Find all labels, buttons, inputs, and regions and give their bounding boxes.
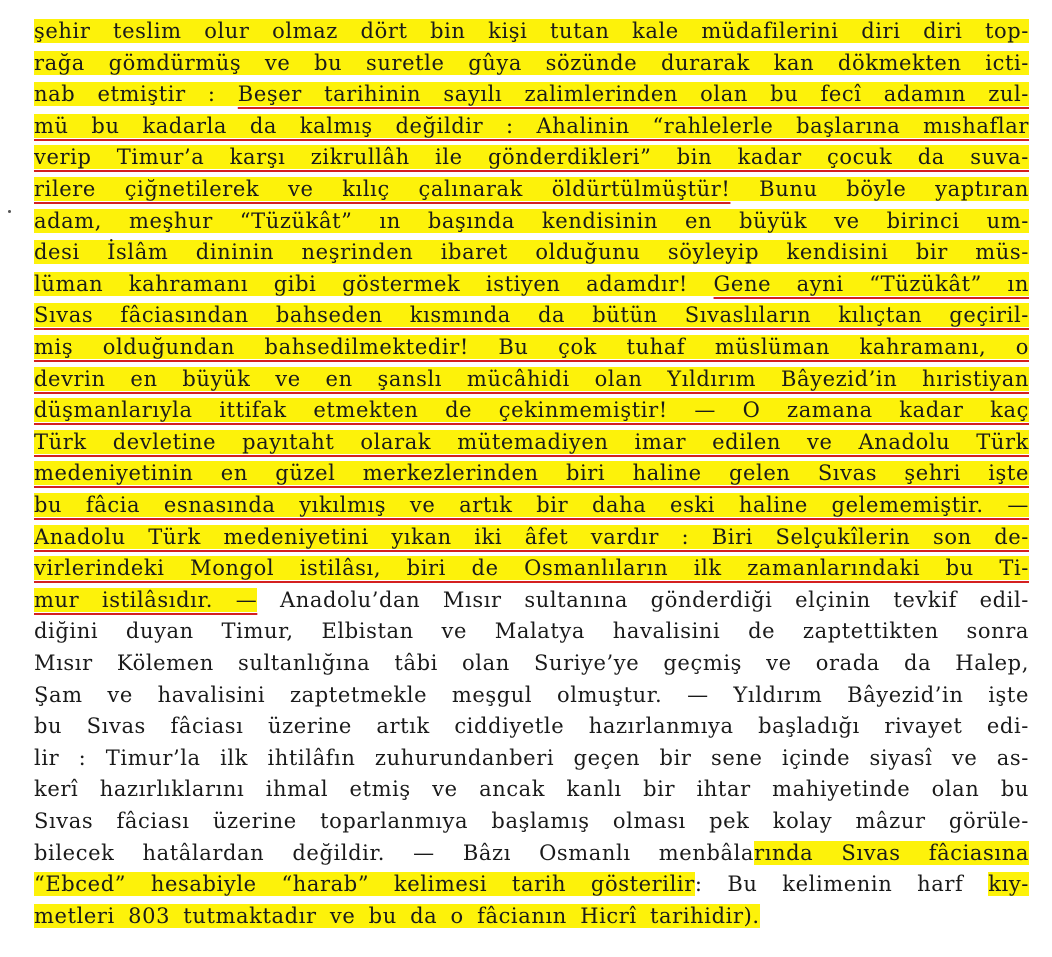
text-segment: bu Sıvas fâciası üzerine artık ciddiyetle hazırlanmıya başladığı rivayet edi- <box>34 714 1029 739</box>
highlighted-text: adam, meşhur “Tüzükât” ın başında kendisinin en büyük ve birinci um- <box>34 208 1029 233</box>
text-segment: lir : Timur’la ilk ihtilâfın zuhurundanberi geçen bir sene içinde siyasî ve as- <box>34 745 1029 770</box>
highlighted-text: Anadolu Türk medeniyetini yıkan iki âfet vardır : Biri Selçukîlerin son de- <box>34 524 1029 549</box>
text-segment: Anadolu’dan Mısır sultanına gönderdiği elçinin tevkif edil- <box>257 587 1029 612</box>
text-line <box>34 585 1029 616</box>
text-line <box>34 79 1029 110</box>
text-line <box>34 743 1029 774</box>
highlighted-text: metleri 803 tutmaktadır ve bu da o fâcianın Hicrî tarihidir). <box>34 903 760 928</box>
text-line <box>34 680 1029 711</box>
highlighted-text: nab etmiştir : <box>34 82 238 107</box>
text-line <box>34 395 1029 426</box>
highlighted-text: lüman kahramanı gibi göstermek istiyen adamdır! <box>34 271 714 296</box>
highlighted-text: kıy- <box>988 872 1029 897</box>
highlighted-text: bu fâcia esnasında yıkılmış ve artık bir daha eski haline gelememiştir. — <box>34 493 1029 517</box>
text-segment: Mısır Kölemen sultanlığına tâbi olan Suriye’ye geçmiş ve orada da Halep, <box>34 651 1029 675</box>
highlighted-text: rilere çiğnetilerek ve kılıç çalınarak öldürtülmüştür! <box>34 177 731 201</box>
highlighted-text: şehir teslim olur olmaz dört bin kişi tutan kale müdafilerini diri diri top- <box>34 19 1029 43</box>
highlighted-text: düşmanlarıyla ittifak etmekten de çekinmemiştir! — O zamana kadar kaç <box>34 398 1029 423</box>
highlighted-text: desi İslâm dininin neşrinden ibaret olduğunu söyleyip kendisini bir müs- <box>34 240 1029 265</box>
text-segment: bilecek hatâlardan değildir. — Bâzı Osmanlı menbâla <box>34 840 755 865</box>
text-line <box>34 48 1029 79</box>
text-line <box>34 206 1029 237</box>
text-line <box>34 901 1029 932</box>
highlighted-text: devrin en büyük ve en şanslı mücâhidi olan Yıldırım Bâyezid’in hıristiyan <box>34 366 1029 391</box>
highlighted-text: mü bu kadarla da kalmış değildir : Ahalinin “rahlelerle başlarına mıshaflar <box>34 113 1029 138</box>
highlighted-text: Sıvas fâciasından bahseden kısmında da bütün Sıvaslıların kılıçtan geçiril- <box>34 303 1029 328</box>
text-line <box>34 774 1029 805</box>
text-segment: Şam ve havalisini zaptetmekle meşgul olmuştur. — Yıldırım Bâyezid’in işte <box>34 682 1029 707</box>
text-line <box>34 174 1029 205</box>
highlighted-text: mur istilâsıdır. — <box>34 587 258 612</box>
text-line <box>34 364 1029 395</box>
text-segment: diğini duyan Timur, Elbistan ve Malatya havalisini de zaptettikten sonra <box>34 619 1029 644</box>
highlighted-text: verip Timur’a karşı zikrullâh ile gönderdikleri” bin kadar çocuk da suva- <box>34 145 1029 170</box>
text-line <box>34 300 1029 331</box>
highlighted-text: Beşer tarihinin sayılı zalimlerinden olan bu fecî adamın zul- <box>237 82 1029 107</box>
highlighted-text: Bunu böyle yaptıran <box>730 177 1029 201</box>
highlighted-text: Türk devletine payıtaht olarak mütemadiyen imar edilen ve Anadolu Türk <box>34 429 1029 454</box>
text-segment: kerî hazırlıklarını ihmal etmiş ve ancak kanlı bir ihtar mahiyetinde olan bu <box>34 777 1029 802</box>
highlighted-text: rağa gömdürmüş ve bu suretle gûya sözünde durarak kan dökmekten icti- <box>34 50 1029 75</box>
text-line <box>34 111 1029 142</box>
highlighted-text: Gene ayni “Tüzükât” ın <box>713 271 1029 296</box>
text-line <box>34 838 1029 869</box>
text-line <box>34 458 1029 489</box>
text-line <box>34 237 1029 268</box>
highlighted-text: “Ebced” hesabiyle “harab” kelimesi tarih gösterilir <box>34 872 695 897</box>
text-segment: : Bu kelimenin harf <box>694 872 989 897</box>
text-line <box>34 553 1029 584</box>
text-segment: Sıvas fâciası üzerine toparlanmıya başlamış olması pek kolay mâzur görüle- <box>34 809 1029 833</box>
text-line <box>34 522 1029 553</box>
highlighted-text: virlerindeki Mongol istilâsı, biri de Osmanlıların ilk zamanlarındaki bu Ti- <box>34 556 1029 581</box>
text-line <box>34 16 1029 47</box>
text-line <box>34 490 1029 521</box>
text-line <box>34 711 1029 742</box>
highlighted-text: miş olduğundan bahsedilmektedir! Bu çok tuhaf müslüman kahramanı, o <box>34 335 1029 359</box>
text-line <box>34 648 1029 679</box>
text-line <box>34 142 1029 173</box>
text-line <box>34 332 1029 363</box>
text-line <box>34 269 1029 300</box>
highlighted-text: rında Sıvas fâciasına <box>754 840 1029 865</box>
margin-mark <box>8 210 11 213</box>
text-line <box>34 806 1029 837</box>
text-line <box>34 427 1029 458</box>
highlighted-text: medeniyetinin en güzel merkezlerinden biri haline gelen Sıvas şehri işte <box>34 461 1029 486</box>
text-line <box>34 616 1029 647</box>
text-line <box>34 869 1029 900</box>
